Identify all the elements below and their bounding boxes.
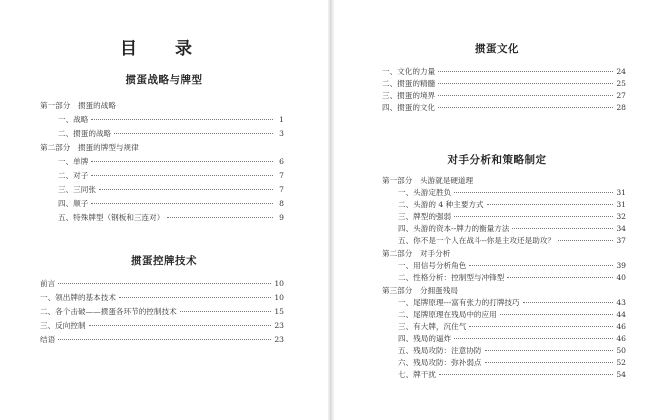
toc-page-number: 31 [616,200,626,209]
toc-entry[interactable] [398,200,626,210]
toc-page-number: 28 [616,103,626,112]
toc-entry[interactable] [382,79,626,89]
part-heading: 第一部分 头游就是硬道理 [382,176,474,185]
toc-entry[interactable] [40,279,284,289]
toc-entry-label: 一、文化的力量 [382,67,436,76]
toc-page-number: 6 [279,157,284,166]
toc-entry-label: 四、顺子 [58,199,89,208]
toc-entry[interactable] [398,273,626,283]
toc-entry-label: 一、领出牌的基本技术 [40,293,116,302]
leader-dots [91,161,273,162]
toc-page-number: 23 [274,335,284,344]
toc-entry-label: 结语 [40,335,56,344]
toc-page-number: 1 [279,115,284,124]
toc-entry[interactable] [398,346,626,356]
leader-dots [438,83,613,84]
leader-dots [167,217,273,218]
toc-entry-label: 三、三同张 [58,185,96,194]
leader-dots [558,240,613,241]
leader-dots [438,107,613,108]
toc-entry[interactable] [398,188,626,198]
toc-entry-label: 四、头游的资本--牌力的衡量方法 [398,224,510,233]
toc-page-number: 3 [279,129,284,138]
toc-page-number: 52 [616,358,626,367]
toc-entry[interactable] [398,358,626,368]
toc-page-number: 10 [274,279,284,288]
toc-entry-label: 二、尾牌原理在残局中的应用 [398,310,497,319]
leader-dots [454,338,613,339]
leader-dots [454,216,613,217]
toc-entry[interactable] [58,199,284,209]
toc-page-number: 50 [616,346,626,355]
toc-page-number: 46 [616,322,626,331]
part-heading: 第二部分 对手分析 [382,249,451,258]
toc-entry-label: 一、单牌 [58,157,89,166]
toc-entry-label: 五、残局攻防：注意协防 [398,346,482,355]
toc-entry[interactable] [40,293,284,303]
toc-page-number: 10 [274,293,284,302]
toc-page-number: 8 [279,199,284,208]
toc-page-number: 15 [274,307,284,316]
toc-page-number: 7 [279,185,284,194]
toc-entry[interactable] [58,115,284,125]
toc-entry-label: 六、残局攻防：弥补弱点 [398,358,482,367]
toc-entry-label: 二、各个击破——掼蛋各环节的控制技术 [40,307,177,316]
leader-dots [523,302,614,303]
toc-page-number: 34 [616,224,626,233]
toc-entry[interactable] [398,212,626,222]
toc-entry[interactable] [58,171,284,181]
toc-entry[interactable] [382,91,626,101]
toc-page-number: 44 [616,310,626,319]
leader-dots [180,311,272,312]
toc-entry-label: 前言 [40,279,56,288]
leader-dots [99,189,273,190]
leader-dots [507,277,613,278]
toc-page-number: 9 [279,213,284,222]
left-page [0,0,328,420]
leader-dots [454,192,613,193]
toc-entry-label: 三、反向控制 [40,321,86,330]
leader-dots [119,297,271,298]
toc-entry-label: 五、特殊牌型（钢板和三连对） [58,213,165,222]
toc-page-number: 31 [616,188,626,197]
toc-main-title: 目 录 [120,39,208,59]
toc-entry-label: 二、头游的 4 种主要方式 [398,200,484,209]
toc-entry[interactable] [398,261,626,271]
leader-dots [485,350,614,351]
toc-page-number: 32 [616,212,626,221]
toc-entry-label: 一、战略 [58,115,89,124]
toc-entry[interactable] [40,335,284,345]
part-heading: 第三部分 分拥蛋残局 [382,286,458,295]
leader-dots [58,339,271,340]
section-title-control: 掼蛋控牌技术 [131,255,197,267]
part-heading: 第一部分 掼蛋的战略 [40,101,116,110]
leader-dots [487,204,614,205]
leader-dots [114,133,273,134]
toc-entry[interactable] [398,224,626,234]
toc-entry[interactable] [398,334,626,344]
toc-entry[interactable] [58,213,284,223]
part-heading: 第二部分 掼蛋的牌型与规律 [40,143,139,152]
toc-page-number: 7 [279,171,284,180]
leader-dots [469,265,613,266]
leader-dots [500,314,614,315]
leader-dots [512,228,613,229]
toc-entry[interactable] [382,103,626,113]
toc-entry-label: 七、牌干扰 [398,370,436,379]
leader-dots [91,175,273,176]
toc-entry[interactable] [398,236,626,246]
leader-dots [58,283,271,284]
toc-page-number: 54 [616,370,626,379]
leader-dots [438,95,613,96]
leader-dots [89,325,272,326]
toc-entry[interactable] [58,129,284,139]
toc-entry-label: 四、残局的逼炸 [398,334,452,343]
section-title-culture: 掼蛋文化 [475,43,519,55]
toc-page-number: 23 [274,321,284,330]
toc-entry[interactable] [382,67,626,77]
toc-entry-label: 五、你不是一个人在战斗--你是主攻还是助攻？ [398,236,556,245]
toc-entry-label: 三、掼蛋的境界 [382,91,436,100]
toc-entry[interactable] [40,307,284,317]
leader-dots [439,374,613,375]
leader-dots [485,362,614,363]
toc-entry-label: 一、用信号分析角色 [398,261,467,270]
toc-entry[interactable] [398,370,626,380]
toc-page-number: 40 [616,273,626,282]
toc-entry[interactable] [398,322,626,332]
toc-page-number: 46 [616,334,626,343]
toc-page-number: 43 [616,298,626,307]
toc-entry-label: 四、掼蛋的文化 [382,103,436,112]
toc-entry-label: 二、掼蛋的战略 [58,129,112,138]
leader-dots [438,71,613,72]
toc-entry-label: 二、性格分析：控制型与冲锋型 [398,273,505,282]
toc-entry[interactable] [40,321,284,331]
leader-dots [469,326,613,327]
right-page [334,0,660,420]
toc-page-number: 39 [616,261,626,270]
toc-page-number: 37 [616,236,626,245]
toc-entry[interactable] [58,185,284,195]
toc-entry[interactable] [58,157,284,167]
toc-entry-label: 二、对子 [58,171,89,180]
toc-entry-label: 一、头游定胜负 [398,188,452,197]
toc-entry-label: 三、牌型的强弱 [398,212,452,221]
section-title-strategy: 掼蛋战略与牌型 [125,74,203,86]
toc-page-number: 25 [616,79,626,88]
leader-dots [91,119,273,120]
toc-entry[interactable] [398,298,626,308]
toc-page-number: 27 [616,91,626,100]
leader-dots [91,203,273,204]
section-title-opponent: 对手分析和策略制定 [447,154,547,166]
toc-page-number: 24 [616,67,626,76]
toc-entry-label: 二、掼蛋的精髓 [382,79,436,88]
toc-entry-label: 三、有大牌，沉住气 [398,322,467,331]
toc-entry-label: 一、尾牌原理---富有张力的打牌技巧 [398,298,520,307]
toc-entry[interactable] [398,310,626,320]
